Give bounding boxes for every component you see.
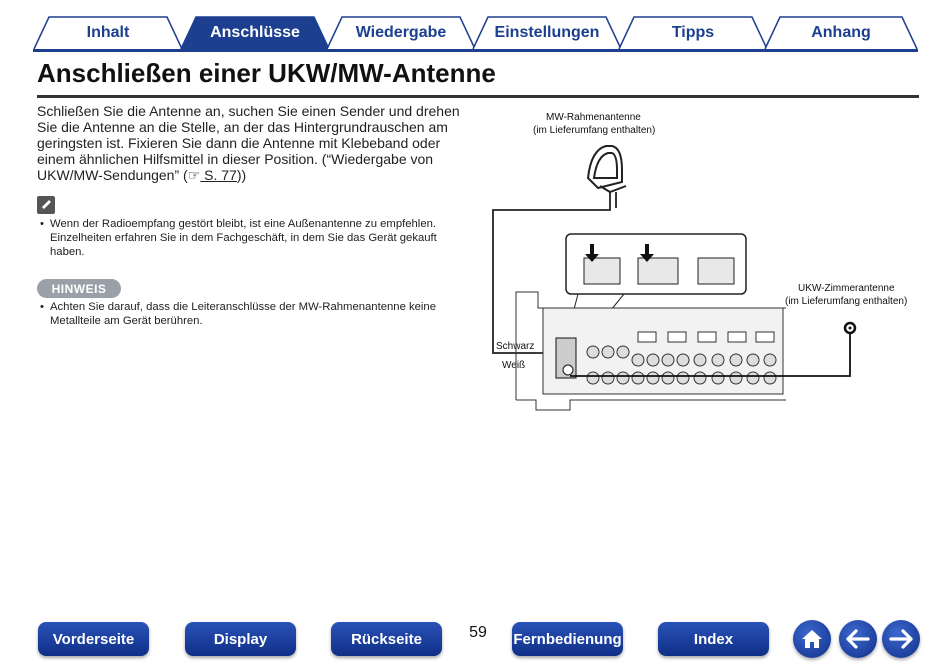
hinweis-badge: HINWEIS bbox=[37, 279, 121, 298]
page-reference-link[interactable]: S. 77 bbox=[200, 167, 237, 183]
pencil-icon bbox=[37, 196, 55, 214]
diagram-drawing bbox=[488, 108, 918, 418]
home-icon bbox=[800, 628, 824, 650]
mw-antenna-label: MW-Rahmenantenne bbox=[546, 112, 641, 123]
receiver-rear-panel bbox=[516, 292, 786, 410]
tab-anhang[interactable] bbox=[764, 16, 918, 50]
hand-pointer-icon: ☞ bbox=[187, 167, 201, 183]
top-tab-bar bbox=[0, 0, 950, 52]
mw-loop-antenna bbox=[588, 146, 626, 192]
nav-index-button[interactable]: Index bbox=[658, 622, 769, 656]
nav-display-button[interactable]: Display bbox=[185, 622, 296, 656]
list-item: • Achten Sie darauf, dass die Leiteranschlüsse der MW-Rahmenantenne keine Metallteile am Gerät berühren. bbox=[40, 300, 460, 328]
nav-fernbedienung-button[interactable]: Fernbedienung bbox=[512, 622, 623, 656]
nav-rueckseite-button[interactable]: Rückseite bbox=[331, 622, 442, 656]
intro-closing: )) bbox=[236, 167, 247, 183]
hinweis-list bbox=[40, 300, 460, 328]
intro-paragraph bbox=[37, 103, 467, 183]
home-button[interactable] bbox=[793, 620, 831, 658]
tab-label: Einstellungen bbox=[494, 24, 600, 41]
arrow-left-icon bbox=[845, 629, 871, 649]
page-title: Anschließen einer UKW/MW-Antenne bbox=[37, 58, 496, 88]
black-wire-label: Schwarz bbox=[496, 341, 535, 352]
ukw-antenna-label: UKW-Zimmerantenne bbox=[798, 283, 895, 294]
tab-label: Tipps bbox=[671, 24, 715, 41]
antenna-connection-diagram bbox=[488, 108, 918, 418]
mw-antenna-sublabel: (im Lieferumfang enthalten) bbox=[533, 125, 656, 136]
page-number: 59 bbox=[469, 624, 487, 641]
terminal-detail-1 bbox=[584, 258, 734, 284]
tab-underline bbox=[33, 49, 918, 52]
ukw-antenna-connector bbox=[845, 323, 855, 333]
intro-text: Schließen Sie die Antenne an, suchen Sie einen Sender und drehen Sie die Antenne an die Stelle, an der das Hintergrundrauschen am geringsten ist. Fixieren Sie dann die Antenne mit Klebeband oder einem ähnlichen Hilfsmittel in dieser Position. (“Wiedergabe von UKW/MW-Sendungen” ( bbox=[37, 103, 460, 183]
nav-vorderseite-button[interactable]: Vorderseite bbox=[38, 622, 149, 656]
tab-label: Anhang bbox=[811, 24, 871, 41]
arrow-right-icon bbox=[888, 629, 914, 649]
ukw-antenna-sublabel: (im Lieferumfang enthalten) bbox=[785, 296, 908, 307]
tab-anschluesse[interactable] bbox=[180, 16, 330, 50]
tab-label: Inhalt bbox=[86, 24, 130, 41]
tab-einstellungen[interactable] bbox=[472, 16, 622, 50]
tab-label: Anschlüsse bbox=[210, 24, 300, 41]
tab-inhalt[interactable] bbox=[33, 16, 183, 50]
white-wire-label: Weiß bbox=[502, 360, 526, 371]
list-item: • Wenn der Radioempfang gestört bleibt, ist eine Außenantenne zu empfehlen. Einzelheiten erfahren Sie in dem Fachgeschäft, in dem Sie das Gerät gekauft haben. bbox=[40, 217, 460, 259]
tab-tipps[interactable] bbox=[618, 16, 768, 50]
tab-label: Wiedergabe bbox=[355, 24, 447, 41]
back-button[interactable] bbox=[839, 620, 877, 658]
note-list bbox=[40, 217, 460, 259]
tab-wiedergabe[interactable] bbox=[326, 16, 476, 50]
forward-button[interactable] bbox=[882, 620, 920, 658]
title-divider bbox=[37, 95, 919, 98]
